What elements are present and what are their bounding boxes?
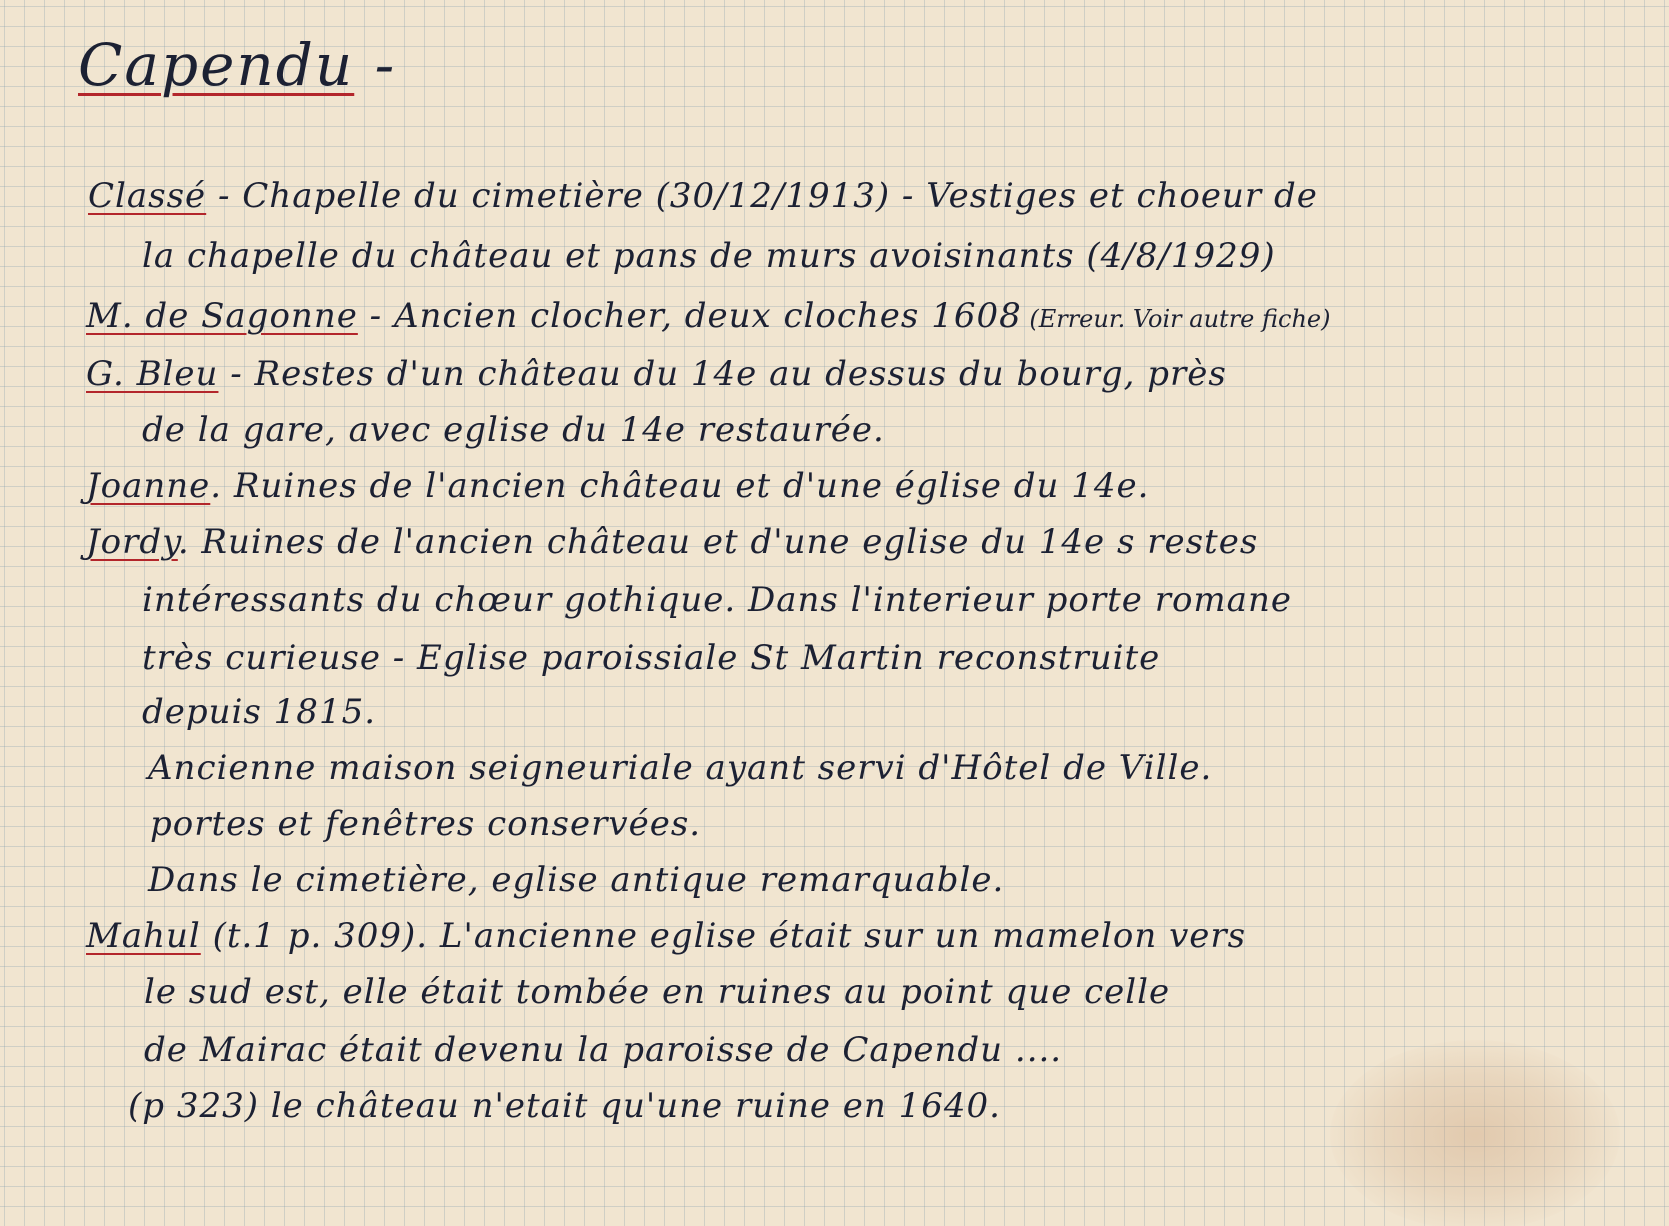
entry-sagonne-line-1 xyxy=(86,292,1330,343)
entry-jordy-line-7: Dans le cimetière, eglise antique remarquable. xyxy=(148,860,1005,900)
entry-jordy-line-2: intéressants du chœur gothique. Dans l'interieur porte romane xyxy=(142,580,1292,620)
note: (Erreur. Voir autre fiche) xyxy=(1021,305,1331,333)
entry-classe-line-2: la chapelle du château et pans de murs avoisinants (4/8/1929) xyxy=(142,236,1276,276)
text: - Chapelle du cimetière (30/12/1913) - Vestiges et choeur de xyxy=(206,176,1318,216)
source-joanne: Joanne xyxy=(86,466,211,506)
text: (t.1 p. 309). L'ancienne eglise était sur un mamelon vers xyxy=(200,916,1247,956)
source-jordy: Jordy xyxy=(86,522,178,562)
text: - Ancien clocher, deux cloches 1608 xyxy=(357,296,1022,336)
entry-joanne-line-1 xyxy=(86,462,1149,510)
entry-mahul-line-3: de Mairac était devenu la paroisse de Capendu .... xyxy=(144,1030,1063,1070)
entry-jordy-line-5: Ancienne maison seigneuriale ayant servi d'Hôtel de Ville. xyxy=(148,748,1213,788)
entry-mahul-line-4: (p 323) le château n'etait qu'une ruine en 1640. xyxy=(128,1086,1001,1126)
source-sagonne: M. de Sagonne xyxy=(86,296,358,336)
title-word: Capendu xyxy=(78,31,355,99)
entry-jordy-line-4: depuis 1815. xyxy=(142,692,377,732)
entry-jordy-line-1 xyxy=(86,518,1258,566)
entry-jordy-line-3: très curieuse - Eglise paroissiale St Martin reconstruite xyxy=(142,638,1161,678)
page-title xyxy=(78,30,396,100)
entry-mahul-line-2: le sud est, elle était tombée en ruines au point que celle xyxy=(144,972,1171,1012)
text: . Ruines de l'ancien château et d'une église du 14e. xyxy=(210,466,1150,506)
text: . Ruines de l'ancien château et d'une eglise du 14e s restes xyxy=(177,522,1259,562)
entry-bleu-line-1 xyxy=(86,350,1227,398)
entry-jordy-line-6: portes et fenêtres conservées. xyxy=(150,804,702,844)
title-dash: - xyxy=(354,31,397,99)
text: - Restes d'un château du 14e au dessus du bourg, près xyxy=(218,354,1227,394)
entry-bleu-line-2: de la gare, avec eglise du 14e restaurée. xyxy=(142,410,885,450)
paper-stain xyxy=(1330,1040,1620,1226)
source-bleu: G. Bleu xyxy=(86,354,219,394)
source-mahul: Mahul xyxy=(86,916,201,956)
entry-classe-line-1 xyxy=(88,172,1318,220)
entry-mahul-line-1 xyxy=(86,912,1246,960)
source-classe: Classé xyxy=(88,176,207,216)
